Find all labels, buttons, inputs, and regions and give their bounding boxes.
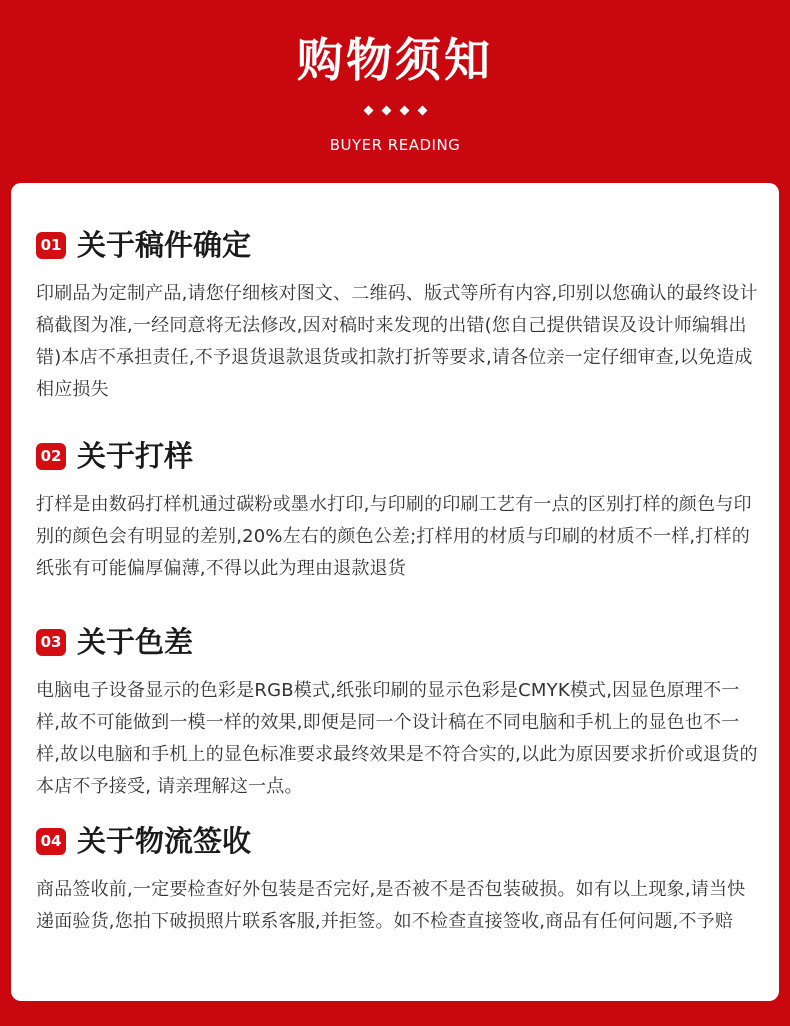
- section-number-badge: 01: [36, 232, 66, 259]
- section-header: [36, 820, 761, 862]
- section-title: 关于稿件确定: [77, 228, 252, 262]
- diamond-divider: [0, 103, 790, 119]
- section-body: 电脑电子设备显示的色彩是RGB模式,纸张印刷的显示色彩是CMYK模式,因显色原理不一样,故不可能做到一模一样的效果,即便是同一个设计稿在不同电脑和手机上的显色也不一样,故以电脑和手机上的显色标准要求最终效果是不符合实的,以此为原因要求折价或退货的本店不予接受, 请亲理解这一点。: [36, 680, 758, 797]
- section-number-badge: 02: [36, 443, 66, 470]
- section-title: 关于色差: [77, 625, 194, 659]
- section-body: 印刷品为定制产品,请您仔细核对图文、二维码、版式等所有内容,印别以您确认的最终设计稿截图为准,一经同意将无法修改,因对稿时来发现的出错(您自己提供错误及设计师编辑出错)本店不承担责任,不予退货退款退货或扣款打折等要求,请各位亲一定仔细审查,以免造成相应损失: [36, 283, 758, 400]
- section-body: 打样是由数码打样机通过碳粉或墨水打印,与印刷的印刷工艺有一点的区别打样的颜色与印别的颜色会有明显的差别,20%左右的颜色公差;打样用的材质与印刷的材质不一样,打样的纸张有可能偏厚偏薄,不得以此为理由退款退货: [36, 494, 752, 579]
- diamond-icon: [363, 106, 373, 116]
- diamond-icon: [417, 106, 427, 116]
- section-logistics-receipt: [36, 820, 761, 938]
- section-color-difference: [36, 621, 761, 803]
- section-body: 商品签收前,一定要检查好外包装是否完好,是否被不是否包装破损。如有以上现象,请当快递面验货,您拍下破损照片联系客服,并拒签。如不检查直接签收,商品有任何问题,不予赔: [36, 879, 746, 932]
- section-proofing: [36, 435, 761, 585]
- page-header: [0, 0, 790, 183]
- section-title: 关于打样: [77, 439, 194, 473]
- section-header: [36, 435, 761, 477]
- section-number-badge: 03: [36, 629, 66, 656]
- section-manuscript-confirmation: [36, 224, 761, 406]
- section-number-badge: 04: [36, 828, 66, 855]
- section-header: [36, 621, 761, 663]
- diamond-icon: [381, 106, 391, 116]
- page-title: 购物须知: [297, 33, 493, 87]
- notice-card: [11, 183, 779, 1001]
- section-header: [36, 224, 761, 266]
- page-subtitle: BUYER READING: [329, 136, 461, 154]
- section-title: 关于物流签收: [77, 824, 252, 858]
- diamond-icon: [399, 106, 409, 116]
